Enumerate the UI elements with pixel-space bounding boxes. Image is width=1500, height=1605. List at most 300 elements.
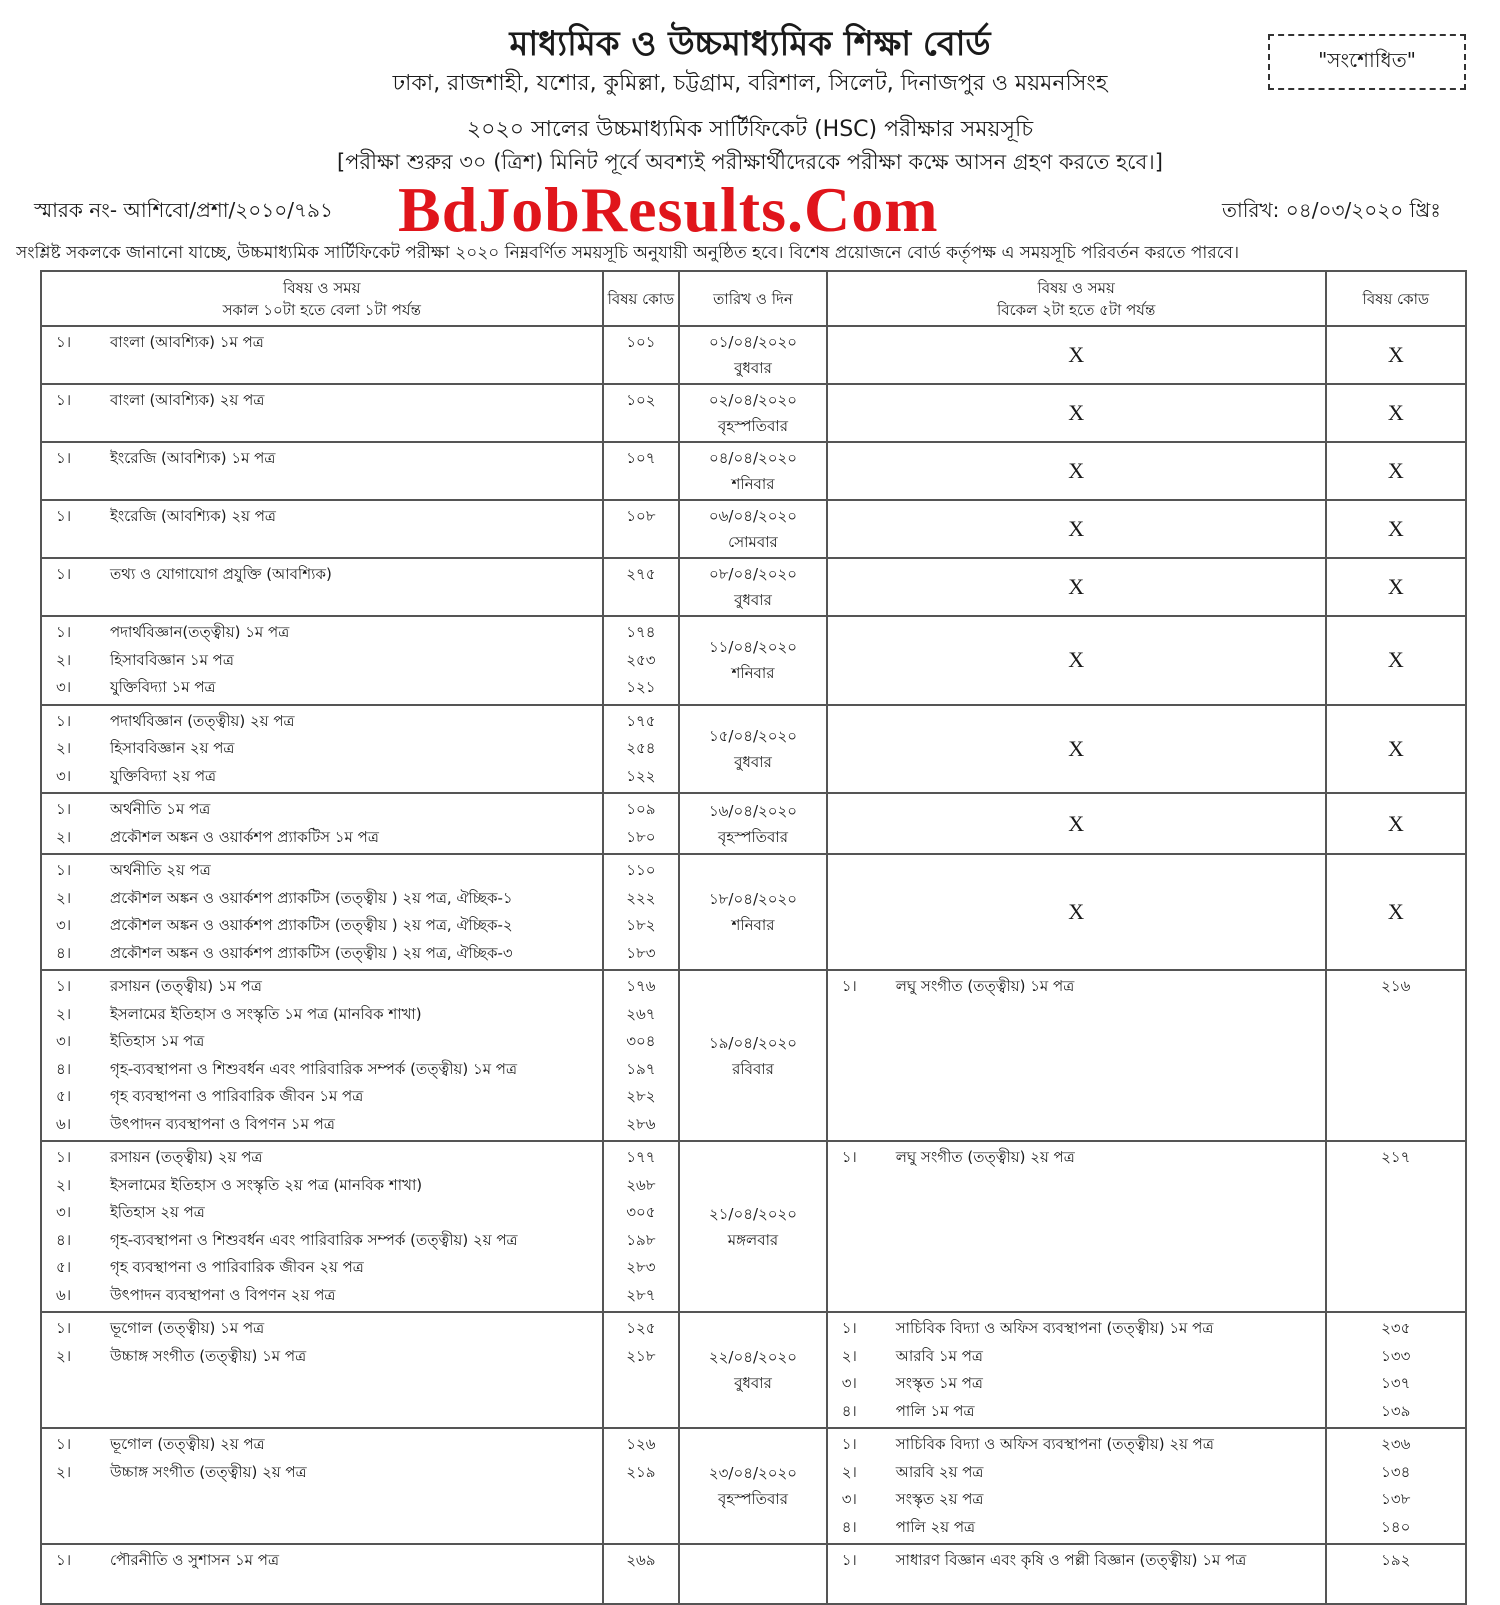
subject-code: ২৮৬ [626, 1114, 656, 1133]
item-number: ২। [56, 1346, 72, 1365]
subject-name: রসায়ন (তত্ত্বীয়) ১ম পত্র [110, 977, 262, 995]
afternoon-code-none-cell: X [1326, 500, 1466, 558]
item-number: ১। [56, 507, 72, 525]
subject-name: হিসাববিজ্ঞান ১ম পত্র [110, 650, 234, 669]
afternoon-none-cell: X [827, 854, 1326, 970]
item-number: ১। [841, 1551, 857, 1569]
subject-item [46, 824, 598, 852]
morning-codes-cell [603, 970, 680, 1141]
table-row [41, 793, 1466, 854]
morning-codes-cell [603, 793, 680, 854]
item-number: ৪। [841, 1517, 857, 1536]
item-number: ১। [56, 1148, 72, 1166]
subject-item [46, 796, 598, 824]
afternoon-subjects-cell [827, 1312, 1326, 1428]
header-afternoon: বিষয় ও সময় বিকেল ২টা হতে ৫টা পর্যন্ত [827, 271, 1326, 326]
subject-item [46, 1199, 598, 1227]
subject-item [832, 1459, 1321, 1487]
subject-name: রসায়ন (তত্ত্বীয়) ২য় পত্র [110, 1148, 263, 1166]
subject-item [46, 445, 598, 473]
item-number: ১। [56, 565, 72, 583]
subject-item [46, 619, 598, 647]
subject-code: ১৭৬ [626, 977, 656, 995]
item-number: ২। [841, 1462, 857, 1481]
subject-item [832, 1514, 1321, 1542]
subject-code: ১২৬ [626, 1435, 656, 1453]
item-number: ৩। [56, 766, 72, 785]
morning-codes-cell [603, 705, 680, 794]
afternoon-subjects-cell [827, 970, 1326, 1141]
date-day-cell [679, 793, 826, 854]
table-row [41, 705, 1466, 794]
afternoon-code-none-cell: X [1326, 705, 1466, 794]
subject-code: ২১৬ [1381, 977, 1411, 995]
afternoon-code-none-cell: X [1326, 558, 1466, 616]
subject-code: ১৮৩ [626, 943, 656, 962]
subject-name: ইসলামের ইতিহাস ও সংস্কৃতি ১ম পত্র (মানবিক শাখা) [110, 1004, 422, 1023]
subject-code: ১৯৮ [626, 1230, 656, 1249]
subject-item [46, 1254, 598, 1282]
subject-name: সাধারণ বিজ্ঞান এবং কৃষি ও পল্লী বিজ্ঞান (তত্ত্বীয়) ১ম পত্র [895, 1551, 1247, 1569]
morning-subjects-cell [41, 1544, 603, 1604]
morning-codes-cell [603, 854, 680, 970]
afternoon-none-cell: X [827, 326, 1326, 384]
morning-subjects-cell [41, 326, 603, 384]
memo-number: স্মারক নং- আশিবো/প্রশা/২০১০/৭৯১ [34, 198, 333, 222]
subject-code: ২৫৪ [626, 739, 656, 757]
morning-codes-cell [603, 616, 680, 705]
subject-item [46, 1001, 598, 1029]
morning-subjects-cell [41, 854, 603, 970]
header-afternoon-code: বিষয় কোড [1326, 271, 1466, 326]
subject-code: ১৩৩ [1381, 1346, 1411, 1365]
afternoon-codes-cell [1326, 1544, 1466, 1604]
subject-code: ২১৭ [1381, 1148, 1411, 1166]
afternoon-codes-cell [1326, 1312, 1466, 1428]
subject-code: ২৬৭ [626, 1004, 656, 1023]
subject-item [46, 1315, 598, 1343]
subject-code: ১৩৮ [1381, 1490, 1411, 1508]
item-number: ৫। [56, 1258, 72, 1276]
item-number: ২। [56, 827, 72, 846]
afternoon-code-none-cell: X [1326, 384, 1466, 442]
exam-date: ০১/০৪/২০২০ [708, 333, 798, 351]
exam-day: বুধবার [734, 752, 772, 771]
subject-code: ১২২ [626, 766, 656, 785]
item-number: ৩। [56, 916, 72, 934]
subject-code: ২২২ [626, 888, 656, 907]
exam-day: বৃহস্পতিবার [718, 827, 788, 846]
table-row [41, 970, 1466, 1141]
afternoon-code-none-cell: X [1326, 326, 1466, 384]
table-row [41, 854, 1466, 970]
table-row [41, 1428, 1466, 1544]
date-day-cell [679, 1428, 826, 1544]
item-number: ৫। [56, 1087, 72, 1105]
issue-date: তারিখ: ০৪/০৩/২০২০ খ্রিঃ [1222, 198, 1441, 222]
subject-code: ১৩৯ [1381, 1401, 1411, 1420]
subject-name: যুক্তিবিদ্যা ২য় পত্র [110, 766, 217, 785]
subject-item [46, 1282, 598, 1310]
subject-name: গৃহ-ব্যবস্থাপনা ও শিশুবর্ধন এবং পারিবারিক সম্পর্ক (তত্ত্বীয়) ২য় পত্র [110, 1230, 518, 1249]
subject-name: উচ্চাঙ্গ সংগীত (তত্ত্বীয়) ২য় পত্র [110, 1462, 307, 1481]
subject-code: ২৫৩ [626, 650, 656, 669]
item-number: ১। [56, 861, 72, 879]
subject-item [46, 1431, 598, 1459]
subject-code: ১৮২ [626, 916, 656, 934]
subject-name: গৃহ-ব্যবস্থাপনা ও শিশুবর্ধন এবং পারিবারিক সম্পর্ক (তত্ত্বীয়) ১ম পত্র [110, 1059, 517, 1078]
subject-code: ১০১ [626, 333, 656, 351]
afternoon-codes-cell [1326, 1141, 1466, 1312]
subject-name: সংস্কৃত ২য় পত্র [895, 1490, 984, 1508]
item-number: ২। [56, 1175, 72, 1194]
revised-badge [1268, 34, 1466, 90]
subject-name: লঘু সংগীত (তত্ত্বীয়) ১ম পত্র [895, 977, 1075, 995]
morning-subjects-cell [41, 616, 603, 705]
item-number: ১। [841, 1319, 857, 1337]
subject-name: পালি ২য় পত্র [895, 1517, 976, 1536]
subject-code: ১৯৭ [626, 1059, 656, 1078]
subject-item [46, 1547, 598, 1575]
table-row [41, 500, 1466, 558]
table-row [41, 616, 1466, 705]
subject-item [46, 973, 598, 1001]
subject-code: ১৭৭ [626, 1148, 656, 1166]
morning-codes-cell [603, 442, 680, 500]
morning-subjects-cell [41, 558, 603, 616]
subject-name: আরবি ২য় পত্র [895, 1462, 984, 1481]
subject-item [832, 1547, 1321, 1575]
subject-code: ৩০৪ [626, 1032, 656, 1050]
header-code: বিষয় কোড [603, 271, 680, 326]
subject-item [46, 1144, 598, 1172]
morning-codes-cell [603, 326, 680, 384]
subject-name: উচ্চাঙ্গ সংগীত (তত্ত্বীয়) ১ম পত্র [110, 1346, 307, 1365]
subject-code: ১০২ [626, 391, 656, 409]
item-number: ৬। [56, 1285, 72, 1304]
subject-name: প্রকৌশল অঙ্কন ও ওয়ার্কশপ প্র্যাকটিস (তত্ত্বীয় ) ২য় পত্র, ঐচ্ছিক-৩ [110, 943, 513, 962]
subject-item [46, 329, 598, 357]
item-number: ১। [56, 333, 72, 351]
item-number: ২। [56, 739, 72, 757]
subject-name: সাচিবিক বিদ্যা ও অফিস ব্যবস্থাপনা (তত্ত্বীয়) ২য় পত্র [895, 1435, 1214, 1453]
table-row [41, 558, 1466, 616]
morning-subjects-cell [41, 793, 603, 854]
boards-list: ঢাকা, রাজশাহী, যশোর, কুমিল্লা, চট্টগ্রাম, বরিশাল, সিলেট, দিনাজপুর ও ময়মনসিংহ [392, 71, 1108, 96]
subject-name: অর্থনীতি ১ম পত্র [110, 800, 211, 818]
exam-day: বুধবার [734, 591, 772, 609]
subject-item [46, 1056, 598, 1084]
subject-name: উৎপাদন ব্যবস্থাপনা ও বিপণন ২য় পত্র [110, 1285, 336, 1304]
subject-name: তথ্য ও যোগাযোগ প্রযুক্তি (আবশ্যিক) [110, 565, 332, 583]
exam-day: শনিবার [731, 475, 775, 493]
afternoon-none-cell: X [827, 500, 1326, 558]
exam-date: ১৯/০৪/২০২০ [708, 1033, 798, 1052]
afternoon-codes-cell [1326, 970, 1466, 1141]
table-row [41, 1141, 1466, 1312]
exam-day: বৃহস্পতিবার [718, 1490, 788, 1508]
header-date-day: তারিখ ও দিন [679, 271, 826, 326]
subject-item [832, 1343, 1321, 1371]
morning-codes-cell [603, 384, 680, 442]
item-number: ৩। [56, 1203, 72, 1221]
morning-codes-cell [603, 1428, 680, 1544]
item-number: ১। [841, 1148, 857, 1166]
exam-date: ০৬/০৪/২০২০ [708, 507, 798, 525]
subject-item [46, 1227, 598, 1255]
morning-subjects-cell [41, 970, 603, 1141]
table-row [41, 384, 1466, 442]
subject-name: পদার্থবিজ্ঞান(তত্ত্বীয়) ১ম পত্র [110, 623, 290, 641]
subject-name: যুক্তিবিদ্যা ১ম পত্র [110, 678, 216, 696]
morning-subjects-cell [41, 1312, 603, 1428]
morning-subjects-cell [41, 442, 603, 500]
subject-name: ইসলামের ইতিহাস ও সংস্কৃতি ২য় পত্র (মানবিক শাখা) [110, 1175, 423, 1194]
item-number: ২। [56, 888, 72, 907]
subject-item [46, 1172, 598, 1200]
exam-date: ২২/০৪/২০২০ [708, 1348, 798, 1366]
subject-code: ১৩৭ [1381, 1374, 1411, 1392]
item-number: ৪। [841, 1401, 857, 1420]
subject-name: গৃহ ব্যবস্থাপনা ও পারিবারিক জীবন ১ম পত্র [110, 1087, 364, 1105]
subject-code: ১৪০ [1381, 1517, 1411, 1536]
subject-name: পালি ১ম পত্র [895, 1401, 975, 1420]
subject-item [46, 674, 598, 702]
subject-name: উৎপাদন ব্যবস্থাপনা ও বিপণন ১ম পত্র [110, 1114, 335, 1133]
date-day-cell [679, 616, 826, 705]
subject-code: ১৩৪ [1381, 1462, 1411, 1481]
item-number: ৩। [56, 678, 72, 696]
notice-text: সংশ্লিষ্ট সকলকে জানানো যাচ্ছে, উচ্চমাধ্যমিক সার্টিফিকেট পরীক্ষা ২০২০ নিম্নবর্ণিত সময়সূচি অনুযায়ী অনুষ্ঠিত হবে। বিশেষ প্রয়োজনে বোর্ড কর্তৃপক্ষ এ সময়সূচি পরিবর্তন করতে পারবে। [16, 243, 1240, 263]
subject-item [46, 735, 598, 763]
morning-codes-cell [603, 1312, 680, 1428]
exam-day: শনিবার [731, 664, 775, 683]
exam-date: ০৮/০৪/২০২০ [708, 565, 798, 583]
date-day-cell [679, 1312, 826, 1428]
subject-code: ২৮৭ [626, 1285, 656, 1304]
subject-name: ইংরেজি (আবশ্যিক) ২য় পত্র [110, 507, 276, 525]
instruction-note: [পরীক্ষা শুরুর ৩০ (ত্রিশ) মিনিট পূর্বে অবশ্যই পরীক্ষার্থীদেরকে পরীক্ষা কক্ষে আসন গ্রহণ করতে হবে।] [337, 150, 1163, 174]
subject-name: বাংলা (আবশ্যিক) ২য় পত্র [110, 391, 265, 409]
subject-item [46, 885, 598, 913]
exam-date: ০৪/০৪/২০২০ [708, 449, 798, 467]
date-day-cell [679, 558, 826, 616]
item-number: ৪। [56, 1230, 72, 1249]
afternoon-subjects-cell [827, 1428, 1326, 1544]
exam-day: বুধবার [734, 359, 772, 377]
item-number: ৬। [56, 1114, 72, 1133]
subject-code: ১১০ [626, 861, 656, 879]
subject-item [832, 973, 1321, 1001]
subject-code: ২৮২ [626, 1087, 656, 1105]
item-number: ৩। [56, 1032, 72, 1050]
exam-day: মঙ্গলবার [727, 1230, 779, 1249]
subject-code: ১৮০ [626, 827, 656, 846]
table-row [41, 326, 1466, 384]
item-number: ৩। [841, 1374, 857, 1392]
exam-date: ১৫/০৪/২০২০ [708, 726, 798, 745]
subject-item [46, 561, 598, 589]
subject-name: প্রকৌশল অঙ্কন ও ওয়ার্কশপ প্র্যাকটিস ১ম পত্র [110, 827, 379, 846]
item-number: ১। [56, 977, 72, 995]
date-day-cell [679, 854, 826, 970]
item-number: ২। [56, 1462, 72, 1481]
afternoon-code-none-cell: X [1326, 793, 1466, 854]
exam-date: ১৮/০৪/২০২০ [708, 890, 798, 908]
subject-name: আরবি ১ম পত্র [895, 1346, 983, 1365]
item-number: ১। [56, 623, 72, 641]
morning-subjects-cell [41, 705, 603, 794]
morning-subjects-cell [41, 500, 603, 558]
subject-item [832, 1315, 1321, 1343]
subject-code: ১২১ [626, 678, 656, 696]
subject-name: অর্থনীতি ২য় পত্র [110, 861, 211, 879]
subject-item [46, 1083, 598, 1111]
afternoon-code-none-cell: X [1326, 442, 1466, 500]
subject-name: হিসাববিজ্ঞান ২য় পত্র [110, 739, 235, 757]
exam-date: ২৩/০৪/২০২০ [708, 1464, 798, 1482]
subject-name: পদার্থবিজ্ঞান (তত্ত্বীয়) ২য় পত্র [110, 711, 295, 730]
item-number: ১। [56, 449, 72, 467]
subject-name: গৃহ ব্যবস্থাপনা ও পারিবারিক জীবন ২য় পত্র [110, 1258, 364, 1276]
subject-item [46, 503, 598, 531]
exam-day: বৃহস্পতিবার [718, 417, 788, 435]
item-number: ১। [841, 977, 857, 995]
item-number: ১। [56, 1551, 72, 1569]
subject-item [46, 940, 598, 968]
afternoon-codes-cell [1326, 1428, 1466, 1544]
date-day-cell [679, 705, 826, 794]
board-title: মাধ্যমিক ও উচ্চমাধ্যমিক শিক্ষা বোর্ড [509, 24, 991, 64]
exam-date: ১১/০৪/২০২০ [708, 638, 798, 657]
subject-item [46, 912, 598, 940]
item-number: ২। [56, 650, 72, 669]
subject-item [832, 1144, 1321, 1172]
subject-name: সাচিবিক বিদ্যা ও অফিস ব্যবস্থাপনা (তত্ত্বীয়) ১ম পত্র [895, 1319, 1214, 1337]
subject-code: ২১৯ [626, 1462, 656, 1481]
subject-code: ১০৯ [626, 800, 656, 818]
subject-name: ইংরেজি (আবশ্যিক) ১ম পত্র [110, 449, 276, 467]
item-number: ১। [56, 711, 72, 730]
table-header-row [41, 271, 1466, 326]
subject-item [46, 1111, 598, 1139]
header-morning: বিষয় ও সময় সকাল ১০টা হতে বেলা ১টা পর্যন্ত [41, 271, 603, 326]
morning-subjects-cell [41, 1141, 603, 1312]
exam-day: বুধবার [734, 1374, 772, 1392]
item-number: ১। [841, 1435, 857, 1453]
item-number: ৪। [56, 1059, 72, 1078]
item-number: ১। [56, 1319, 72, 1337]
subject-item [46, 708, 598, 736]
exam-day: শনিবার [731, 916, 775, 934]
afternoon-subjects-cell [827, 1544, 1326, 1604]
afternoon-none-cell: X [827, 793, 1326, 854]
subject-code: ২৬৮ [626, 1175, 656, 1194]
exam-date: ০২/০৪/২০২০ [708, 391, 798, 409]
morning-codes-cell [603, 1544, 680, 1604]
morning-codes-cell [603, 558, 680, 616]
item-number: ১। [56, 391, 72, 409]
subject-item [832, 1398, 1321, 1426]
subject-item [46, 1028, 598, 1056]
subject-code: ৩০৫ [626, 1203, 656, 1221]
date-day-cell [679, 384, 826, 442]
subject-item [46, 647, 598, 675]
subject-code: ১২৫ [626, 1319, 656, 1337]
afternoon-none-cell: X [827, 442, 1326, 500]
exam-date: ২১/০৪/২০২০ [708, 1204, 798, 1223]
item-number: ২। [56, 1004, 72, 1023]
morning-subjects-cell [41, 1428, 603, 1544]
subject-code: ২৬৯ [626, 1551, 656, 1569]
subject-code: ২৩৫ [1381, 1319, 1411, 1337]
date-day-cell [679, 970, 826, 1141]
item-number: ২। [841, 1346, 857, 1365]
morning-codes-cell [603, 500, 680, 558]
exam-title: ২০২০ সালের উচ্চমাধ্যমিক সার্টিফিকেট (HSC) পরীক্ষার সময়সূচি [466, 117, 1034, 142]
subject-name: লঘু সংগীত (তত্ত্বীয়) ২য় পত্র [895, 1148, 1075, 1166]
subject-code: ১৭৫ [626, 711, 656, 730]
afternoon-code-none-cell: X [1326, 616, 1466, 705]
subject-code: ১৯২ [1381, 1551, 1411, 1569]
afternoon-none-cell: X [827, 616, 1326, 705]
subject-code: ২১৮ [626, 1346, 656, 1365]
subject-name: পৌরনীতি ও সুশাসন ১ম পত্র [110, 1551, 279, 1569]
item-number: ৩। [841, 1490, 857, 1508]
item-number: ৪। [56, 943, 72, 962]
subject-name: ভূগোল (তত্ত্বীয়) ১ম পত্র [110, 1319, 265, 1337]
date-day-cell [679, 442, 826, 500]
subject-item [46, 1459, 598, 1487]
subject-item [832, 1370, 1321, 1398]
exam-day: রবিবার [732, 1059, 774, 1078]
item-number: ১। [56, 1435, 72, 1453]
subject-item [46, 387, 598, 415]
subject-name: সংস্কৃত ১ম পত্র [895, 1374, 983, 1392]
afternoon-none-cell: X [827, 384, 1326, 442]
afternoon-none-cell: X [827, 705, 1326, 794]
subject-name: ইতিহাস ১ম পত্র [110, 1032, 205, 1050]
revised-label: "সংশোধিত" [1318, 47, 1416, 72]
exam-date: ১৬/০৪/২০২০ [708, 801, 798, 820]
subject-name: ইতিহাস ২য় পত্র [110, 1203, 205, 1221]
subject-name: বাংলা (আবশ্যিক) ১ম পত্র [110, 333, 264, 351]
date-day-cell [679, 500, 826, 558]
table-row [41, 1544, 1466, 1604]
table-row [41, 1312, 1466, 1428]
subject-item [832, 1431, 1321, 1459]
afternoon-subjects-cell [827, 1141, 1326, 1312]
exam-schedule-table [40, 270, 1467, 1605]
watermark: BdJobResults.Com [398, 174, 939, 245]
date-day-cell [679, 1544, 826, 1604]
date-day-cell [679, 326, 826, 384]
subject-item [46, 857, 598, 885]
exam-day: সোমবার [728, 533, 778, 551]
subject-item [46, 1343, 598, 1371]
subject-code: ২৮৩ [626, 1258, 656, 1276]
subject-name: প্রকৌশল অঙ্কন ও ওয়ার্কশপ প্র্যাকটিস (তত্ত্বীয় ) ২য় পত্র, ঐচ্ছিক-১ [110, 888, 513, 907]
subject-name: ভূগোল (তত্ত্বীয়) ২য় পত্র [110, 1435, 265, 1453]
afternoon-none-cell: X [827, 558, 1326, 616]
subject-name: প্রকৌশল অঙ্কন ও ওয়ার্কশপ প্র্যাকটিস (তত্ত্বীয় ) ২য় পত্র, ঐচ্ছিক-২ [110, 916, 513, 934]
afternoon-code-none-cell: X [1326, 854, 1466, 970]
item-number: ১। [56, 800, 72, 818]
morning-subjects-cell [41, 384, 603, 442]
subject-code: ১০৭ [626, 449, 656, 467]
subject-item [46, 763, 598, 791]
morning-codes-cell [603, 1141, 680, 1312]
